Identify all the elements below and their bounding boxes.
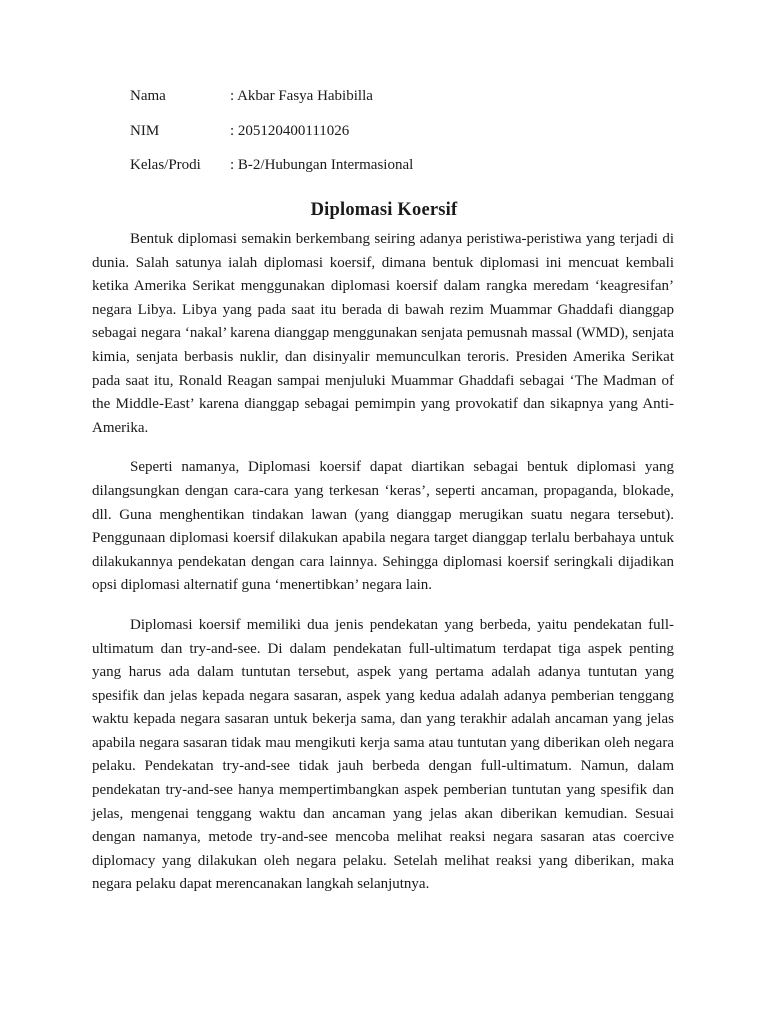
nim-value: : 205120400111026: [230, 122, 350, 139]
paragraph-1: Bentuk diplomasi semakin berkembang seiring adanya peristiwa-peristiwa yang terjadi di dunia. Salah satunya ialah diplomasi koersif, dimana bentuk diplomasi ini mencuat kembali ketika Amerika Serikat menggunakan diplomasi koersif dalam rangka meredam ‘keagresifan’ negara Libya. Libya yang pada saat itu berada di bawah rezim Muammar Ghaddafi dianggap sebagai negara ‘nakal’ karena dianggap menggunakan senjata pemusnah massal (WMD), senjata kimia, senjata berbasis nuklir, dan disinyalir memunculkan teroris. Presiden Amerika Serikat pada saat itu, Ronald Reagan sampai menjuluki Muammar Ghaddafi sebagai ‘The Madman of the Middle-East’ karena dianggap sebagai pemimpin yang provokatif dan sikapnya yang Anti-Amerika.: [92, 231, 674, 436]
nim-label: NIM: [130, 122, 160, 139]
name-value: : Akbar Fasya Habibilla: [230, 88, 373, 104]
class-value: : B-2/Hubungan Intermasional: [230, 157, 414, 173]
paragraph-3: Diplomasi koersif memiliki dua jenis pendekatan yang berbeda, yaitu pendekatan full-ultimatum dan try-and-see. Di dalam pendekatan full-ultimatum terdapat tiga aspek penting yang harus ada dalam tuntutan tersebut, aspek yang pertama adalah adanya tuntutan yang spesifik dan jelas kepada negara sasaran, aspek yang kedua adalah adanya pemberian tenggang waktu kepada negara sasaran untuk bekerja sama, dan yang terakhir adalah ancaman yang jelas apabila negara sasaran tidak mau mengikuti kerja sama atau tuntutan yang diberikan oleh negara pelaku. Pendekatan try-and-see tidak jauh berbeda dengan full-ultimatum. Namun, dalam pendekatan try-and-see hanya mempertimbangkan aspek pemberian tuntutan yang spesifik dan jelas, mengenai tenggang waktu dan ancaman yang jelas akan diberikan kemudian. Sesuai dengan namanya, metode try-and-see mencoba melihat reaksi negara sasaran atas coercive diplomacy yang dilakukan oleh negara pelaku. Setelah melihat reaksi yang diberikan, maka negara pelaku dapat merencanakan langkah selanjutnya.: [92, 616, 674, 893]
document-body: [92, 228, 674, 913]
name-label: Nama: [130, 88, 166, 104]
info-row-name: [130, 86, 413, 121]
info-row-class: [130, 155, 413, 190]
class-label: Kelas/Prodi: [130, 157, 201, 173]
info-row-nim: [130, 121, 413, 156]
document-title: Diplomasi Koersif: [310, 200, 458, 220]
student-info: [130, 86, 413, 190]
paragraph-2: Seperti namanya, Diplomasi koersif dapat diartikan sebagai bentuk diplomasi yang dilangsungkan dengan cara-cara yang terkesan ‘keras’, seperti ancaman, propaganda, blokade, dll. Guna menghentikan tindakan lawan (yang dianggap merugikan suatu negara tersebut). Penggunaan diplomasi koersif dilakukan apabila negara target dianggap terlalu berbahaya untuk dilakukannya pendekatan dengan cara lainnya. Sehingga diplomasi koersif seringkali dijadikan opsi diplomasi alternatif guna ‘menertibkan’ negara lain.: [92, 459, 674, 594]
